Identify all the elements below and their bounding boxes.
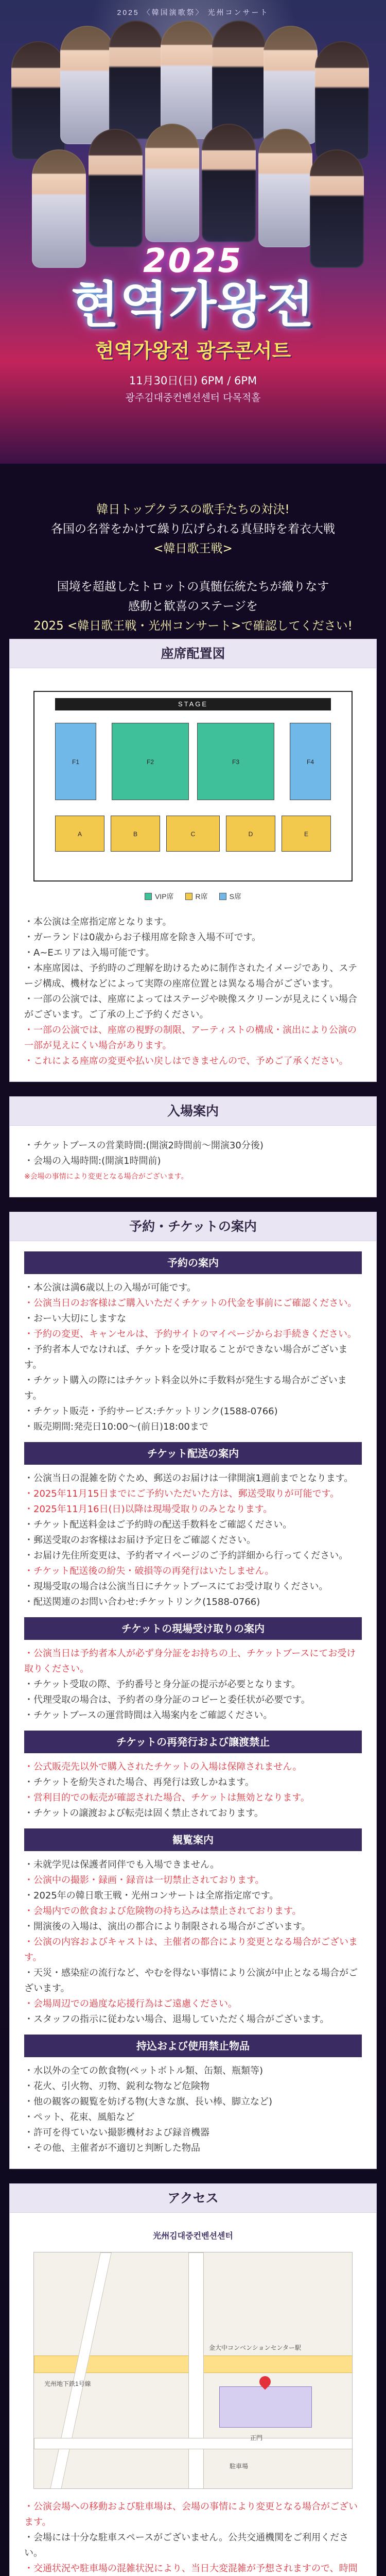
seat-block[interactable]: E	[282, 816, 331, 852]
event-logo	[0, 242, 386, 404]
seat-notes	[24, 914, 362, 1069]
ticket-line: ・郵送受取のお客様はお届け予定日をご確認ください。	[24, 1535, 256, 1546]
seat-section	[9, 639, 377, 1082]
ticket-line: ・チケットを紛失された場合、再発行は致しかねます。	[24, 1777, 254, 1788]
ticket-line: ・会場内での飲食および危険物の持ち込みは禁止されております。	[24, 1906, 302, 1917]
ticket-line: ・おーい大切にしますな	[24, 1313, 126, 1324]
note-line: ・これによる座席の変更や払い戻しはできませんので、予めご了承ください。	[24, 1056, 348, 1066]
map-label: 光州地下鉄1号線	[44, 2380, 91, 2387]
seat-block[interactable]: F1	[55, 723, 96, 800]
entry-header: 入場案内	[10, 1097, 376, 1126]
note-line: ・ガーランドは0歳からお子様用席を除き入場不可です。	[24, 932, 261, 943]
seat-block[interactable]: F3	[197, 723, 274, 800]
access-line: ・交通状況や駐車場の混雑状況により、当日大変混雑が予想されますので、時間	[24, 2563, 358, 2574]
ticket-line: ・公式販売先以外で購入されたチケットの入場は保障されません。	[24, 1761, 302, 1772]
seat-block[interactable]: B	[111, 816, 160, 852]
map-road	[34, 2438, 353, 2449]
seat-block[interactable]: F2	[112, 723, 189, 800]
ticket-line: ・その他、主催者が不適切と判断した物品	[24, 2143, 200, 2154]
access-map[interactable]	[33, 2252, 353, 2489]
seat-legend	[24, 889, 362, 904]
ticket-line: ・お届け先住所変更は、予約者マイページのご予約詳細から行ってください。	[24, 1550, 348, 1561]
ticket-line: ・チケットブースの運営時間は入場案内をご確認ください。	[24, 1710, 273, 1721]
seat-header: 座席配置図	[10, 639, 376, 668]
performer-figure	[264, 26, 318, 144]
entry-line: ・会場の入場時間:(開演1時間前)	[24, 1156, 161, 1166]
ticket-line: ・チケットの譲渡および転売は固く禁止されております。	[24, 1808, 264, 1819]
ticket-line: ・公演の内容およびキャストは、主催者の都合により変更となる場合がございます。	[24, 1937, 358, 1963]
performer-figure	[145, 124, 199, 242]
note-line: ・一部の公演では、座席によってはステージや映像スクリーンが見えにくい場合がございます。ご了承の上ご予約ください。	[24, 994, 357, 1020]
intro-line: <韓日歌王戦>	[153, 542, 233, 555]
performer-figure	[212, 21, 266, 139]
legend-item: VIP席	[145, 889, 174, 904]
ticket-line: ・他の観客の観覧を妨げる物(大きな旗、長い棒、脚立など)	[24, 2096, 273, 2107]
logo-main: 현역가왕전	[71, 276, 315, 334]
entry-small-note: ※会場の事情により変更となる場合がございます。	[24, 1173, 188, 1181]
hero-top-text: 2025 〈韓国演歌祭〉 光州コンサート	[117, 8, 269, 16]
ticket-line: ・2025年の韓日歌王戦・光州コンサートは全席指定席です。	[24, 1890, 279, 1901]
intro-line: 韓日トップクラスの歌手たちの対決!	[96, 503, 290, 516]
ticket-line: ・販売期間:発売日10:00〜(前日)18:00まで	[24, 1421, 208, 1432]
ticket-line: ・公演当日の混雑を防ぐため、郵送のお届けは一律開演1週前までとなります。	[24, 1473, 354, 1484]
ticket-line: ・ペット、花束、風船など	[24, 2112, 135, 2123]
ticket-line: ・会場周辺での過度な応援行為はご遠慮ください。	[24, 1998, 237, 2009]
performer-figure	[60, 26, 114, 144]
ticket-line: ・配送関連のお問い合わせ:チケットリンク(1588-0766)	[24, 1597, 260, 1607]
access-notes	[24, 2499, 362, 2576]
note-line: ・A~Eエリアは入場可能です。	[24, 947, 155, 958]
entry-section	[9, 1096, 377, 1197]
logo-sub: 현역가왕전 광주콘서트	[95, 340, 291, 362]
ticket-line: ・未就学児は保護者同伴でも入場できません。	[24, 1859, 220, 1870]
ticket-line: ・開演後の入場は、演出の都合により制限される場合がございます。	[24, 1921, 311, 1932]
access-section	[9, 2183, 377, 2576]
seat-block[interactable]: C	[166, 816, 220, 852]
ticket-line: ・公演中の撮影・録画・録音は一切禁止されております。	[24, 1875, 265, 1886]
ticket-line: ・代理受取の場合は、予約者の身分証のコピーと委任状が必要です。	[24, 1694, 310, 1705]
ticket-line: ・公演当日のお客様はご購入いただくチケットの代金を事前にご確認ください。	[24, 1298, 357, 1309]
performer-figure	[315, 41, 369, 160]
ticket-section	[9, 1212, 377, 2169]
ticket-line: ・予約者本人でなければ、チケットを受け取ることができない場合がございます。	[24, 1344, 348, 1370]
map-road	[188, 2252, 204, 2489]
ticket-subheader: チケットの現場受け取りの案内	[24, 1617, 362, 1640]
intro-line: 各国の名誉をかけて繰り広げられる真昼時を着衣大戦	[51, 522, 335, 536]
access-header: アクセス	[10, 2184, 376, 2213]
ticket-line: ・チケット受取の際、予約番号と身分証の提示が必要となります。	[24, 1679, 301, 1690]
ticket-line: ・天災・感染症の流行など、やむを得ない事情により公演が中止となる場合がございます。	[24, 1968, 358, 1994]
ticket-line: ・本公演は満6歳以上の入場が可能です。	[24, 1282, 197, 1293]
map-label: 正門	[250, 2434, 263, 2442]
ticket-line: ・水以外の全ての飲食物(ペットボトル類、缶類、瓶類等)	[24, 2065, 264, 2076]
map-label: 駐車場	[230, 2463, 249, 2470]
event-date: 11月30日(日) 6PM / 6PM	[129, 375, 257, 387]
ticket-header: 予約・チケットの案内	[10, 1212, 376, 1241]
seat-map[interactable]	[33, 691, 353, 882]
seat-block[interactable]: A	[55, 816, 104, 852]
stage-label: STAGE	[55, 698, 331, 710]
venue-building	[219, 2386, 312, 2428]
ticket-line: ・チケット配送後の紛失・破損等の再発行はいたしません。	[24, 1566, 274, 1577]
intro-line: 国境を超越したトロットの真髄伝統たちが織りなす	[57, 580, 329, 594]
ticket-line: ・2025年11月15日までにご予約いただいた方は、郵送受取りが可能です。	[24, 1488, 340, 1499]
ticket-line: ・営利目的での転売が確認された場合、チケットは無効となります。	[24, 1792, 310, 1803]
performer-figure	[202, 124, 256, 242]
ticket-subheader: 予約の案内	[24, 1251, 362, 1274]
ticket-line: ・チケット購入の際にはチケット料金以外に手数料が発生する場合がございます。	[24, 1375, 347, 1401]
ticket-line: ・チケット販売・予約サービス:チケットリンク(1588-0766)	[24, 1406, 278, 1417]
seat-block[interactable]: F4	[290, 723, 331, 800]
performer-figure	[109, 21, 163, 139]
ticket-subheader: チケットの再発行および譲渡禁止	[24, 1731, 362, 1753]
ticket-subheader: 観覧案内	[24, 1828, 362, 1851]
ticket-line: ・2025年11月16日(日)以降は現場受取りのみとなります。	[24, 1504, 273, 1515]
ticket-subheader: 持込および使用禁止物品	[24, 2035, 362, 2057]
logo-year: 2025	[143, 242, 243, 280]
ticket-subheader: チケット配送の案内	[24, 1442, 362, 1465]
event-venue: 광주김대중컨벤션센터 다목적홀	[125, 392, 261, 403]
ticket-line: ・現場受取の場合は公演当日にチケットブースにてお受け取りください。	[24, 1581, 328, 1592]
performer-figure	[258, 129, 312, 247]
intro-line: 2025 <韓日歌王戦・光州コンサート>で確認してください!	[33, 619, 353, 633]
intro-line: 感動と歓喜のステージを	[128, 600, 258, 613]
access-line: ・公演会場への移動および駐車場は、会場の事情により変更となる場合がございます。	[24, 2501, 358, 2528]
note-line: ・本公演は全席指定席となります。	[24, 917, 172, 927]
map-label: 金大中コンベンションセンター駅	[209, 2344, 301, 2351]
performer-figure	[89, 129, 143, 247]
entry-line: ・チケットブースの営業時間:(開演2時間前〜開演30分後)	[24, 1140, 264, 1151]
performer-figure	[11, 41, 65, 160]
performer-figure	[161, 21, 215, 139]
intro-text	[0, 464, 386, 639]
ticket-line: ・チケット配送料金はご予約時の配送手数料をご確認ください。	[24, 1519, 292, 1530]
map-title: 光州김대중컨벤션센터	[153, 2231, 233, 2241]
note-line: ・一部の公演では、座席の視野の制限、アーティストの構成・演出により公演の一部が見えにくい場合があります。	[24, 1025, 357, 1051]
ticket-line: ・花火、引火物、刃物、鋭利な物など危険物	[24, 2081, 209, 2092]
hero-banner	[0, 0, 386, 464]
legend-item: R席	[185, 889, 208, 904]
note-line: ・本座席図は、予約時のご理解を助けるために制作されたイメージであり、ステージ構成、機材などによって実際の座席位置とは異なる場合がございます。	[24, 963, 358, 989]
ticket-line: ・公演当日は予約者本人が必ず身分証をお持ちの上、チケットブースにてお受け取りください。	[24, 1648, 356, 1674]
ticket-line: ・スタッフの指示に従わない場合、退場していただく場合がございます。	[24, 2014, 329, 2025]
ticket-line: ・予約の変更、キャンセルは、予約サイトのマイページからお手続きください。	[24, 1329, 357, 1340]
ticket-line: ・許可を得ていない撮影機材および録音機器	[24, 2127, 209, 2138]
seat-block[interactable]: D	[226, 816, 275, 852]
access-line: ・会場には十分な駐車スペースがございません。公共交通機関をご利用ください。	[24, 2532, 349, 2558]
legend-item: S席	[219, 889, 241, 904]
